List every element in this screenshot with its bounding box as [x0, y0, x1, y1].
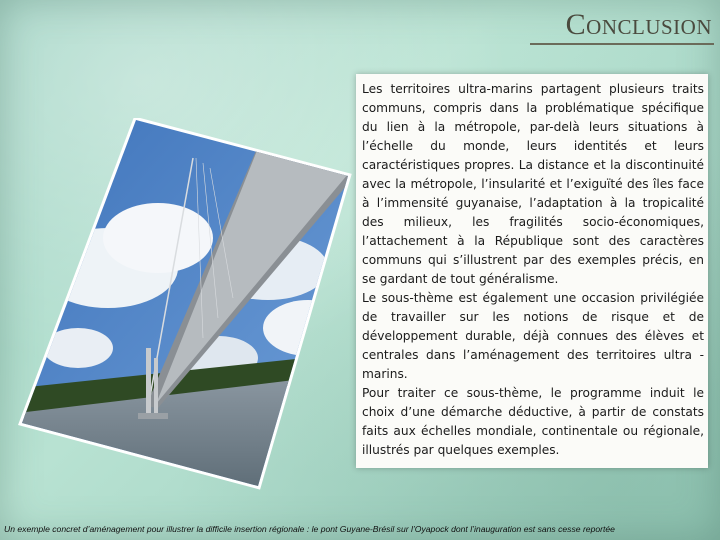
title-underline	[530, 43, 714, 45]
conclusion-text-box	[356, 74, 708, 468]
slide-title: Conclusion	[565, 8, 712, 41]
conclusion-paragraph-2: Le sous-thème est également une occasion privilégiée de travailler sur les notions de risque et de développement durable, déjà connues des élèves et centrales dans l’aménagement des territoires ultra -marins.	[362, 291, 704, 381]
bridge-photo	[18, 118, 353, 493]
conclusion-paragraph-1: Les territoires ultra-marins partagent plusieurs traits communs, compris dans la problématique spécifique du lien à la métropole, par-delà leurs situations à l’échelle du monde, leurs identités et leurs caractéristiques propres. La distance et la discontinuité avec la métropole, l’insularité et l’exiguïté des îles face à l’immensité guyanaise, l’adaptation à la tropicalité des milieux, les fragilités socio-économiques, l’attachement à la République sont des caractères communs qui s’illustrent par des exemples précis, en se gardant de tout généralisme.	[362, 82, 704, 286]
conclusion-paragraph-3: Pour traiter ce sous-thème, le programme induit le choix d’une démarche déductive, à partir de constats faits aux échelles mondiale, continentale ou régionale, illustrés par quelques exemples.	[362, 386, 704, 457]
bridge-photo-image	[18, 118, 353, 493]
photo-caption: Un exemple concret d’aménagement pour illustrer la difficile insertion régionale : le pont Guyane-Brésil sur l’Oyapock dont l’inauguration est sans cesse reportée	[4, 524, 615, 534]
